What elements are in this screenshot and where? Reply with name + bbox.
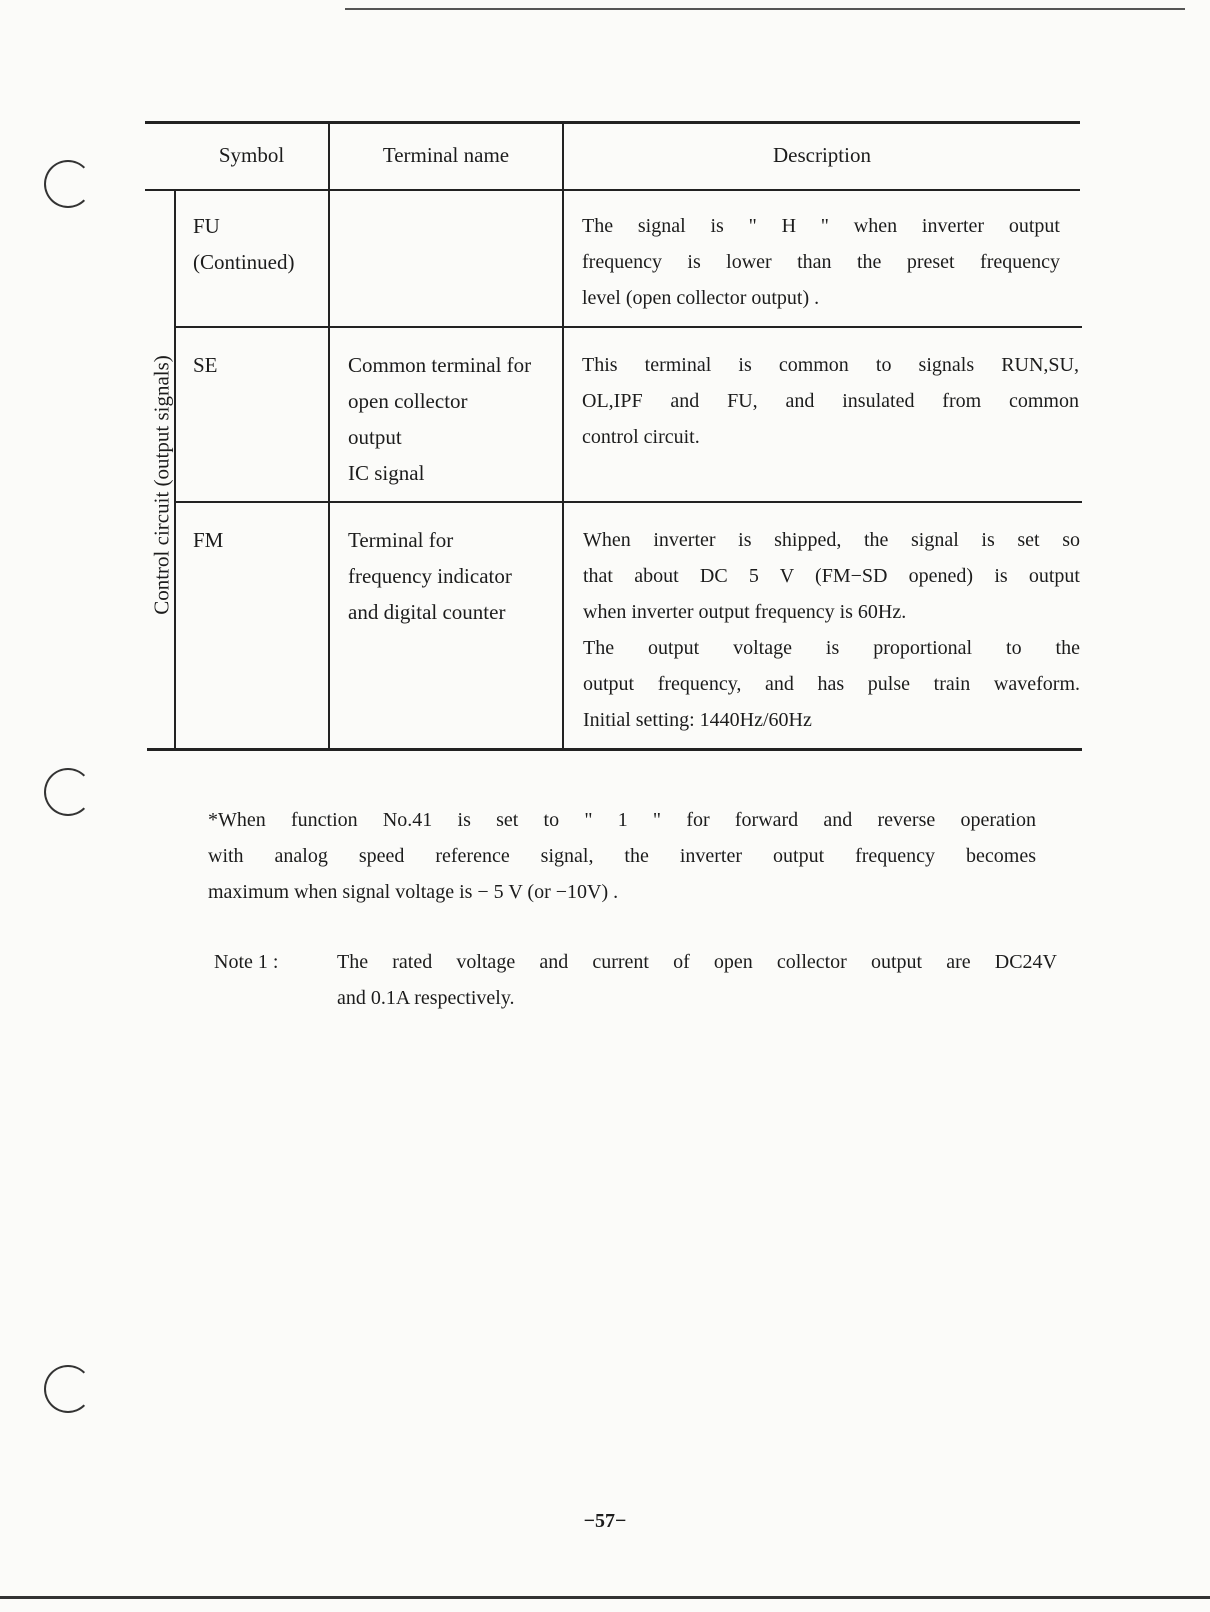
row-fm-desc-line: when inverter output frequency is 60Hz.: [583, 601, 907, 623]
row-fm-symbol: FM: [193, 528, 224, 552]
row-fm-terminal-name: Terminal for frequency indicator and digital counter: [348, 528, 512, 624]
footnote: [208, 802, 1036, 910]
row-fu-desc-line: level (open collector output) .: [582, 287, 820, 309]
row-se-desc-line: control circuit.: [582, 426, 700, 448]
note-line: and 0.1A respectively.: [337, 987, 515, 1009]
bottom-edge-rule: [0, 1596, 1210, 1599]
header-bottom-border: [145, 189, 1080, 191]
row-se-desc-line: This terminal is common to signals RUN,SU,: [582, 354, 1079, 376]
table-top-border: [145, 121, 1080, 124]
row-fu-desc-line: The signal is " H " when inverter output: [582, 215, 1060, 237]
binder-hole-middle: [44, 768, 92, 816]
note-body: [337, 944, 1057, 1016]
row-fu-desc-line: frequency is lower than the preset frequency: [582, 251, 1060, 273]
terminal-column-border: [562, 121, 564, 751]
table-bottom-border: [147, 748, 1082, 751]
row-fm-desc-line: that about DC 5 V (FM−SD opened) is output: [583, 565, 1080, 587]
footnote-line: with analog speed reference signal, the inverter output frequency becomes: [208, 845, 1036, 867]
footnote-line: maximum when signal voltage is − 5 V (or −10V) .: [208, 881, 619, 903]
note-label: Note 1 :: [214, 951, 279, 973]
header-description: Description: [773, 143, 871, 167]
row-se-description: [582, 347, 1079, 455]
note-line: The rated voltage and current of open collector output are DC24V: [337, 951, 1057, 973]
row-fm-description: [583, 522, 1080, 738]
row-se-symbol: SE: [193, 353, 218, 377]
row-divider-1: [175, 326, 1082, 328]
binder-hole-top: [44, 160, 92, 208]
terminal-spec-table: [149, 121, 1107, 769]
row-fm-desc-line: When inverter is shipped, the signal is set so: [583, 529, 1080, 551]
group-label-control-circuit: Control circuit (output signals): [149, 355, 174, 615]
page-number: −57−: [583, 1510, 627, 1532]
row-se-desc-line: OL,IPF and FU, and insulated from common: [582, 390, 1079, 412]
row-fu-symbol: FU (Continued): [193, 214, 295, 274]
top-edge-rule: [345, 8, 1185, 10]
row-fm-desc-line: The output voltage is proportional to the: [583, 637, 1080, 659]
row-fm-desc-line: Initial setting: 1440Hz/60Hz: [583, 709, 812, 731]
row-se-terminal-name: Common terminal for open collector output IC signal: [348, 353, 532, 485]
row-divider-2: [175, 501, 1082, 503]
row-fm-desc-line: output frequency, and has pulse train waveform.: [583, 673, 1080, 695]
header-symbol: Symbol: [218, 143, 285, 167]
symbol-column-border: [328, 121, 330, 751]
footnote-line: *When function No.41 is set to " 1 " for forward and reverse operation: [208, 809, 1036, 831]
binder-hole-bottom: [44, 1365, 92, 1413]
row-fu-description: [582, 208, 1060, 316]
header-terminal-name: Terminal name: [382, 143, 510, 167]
